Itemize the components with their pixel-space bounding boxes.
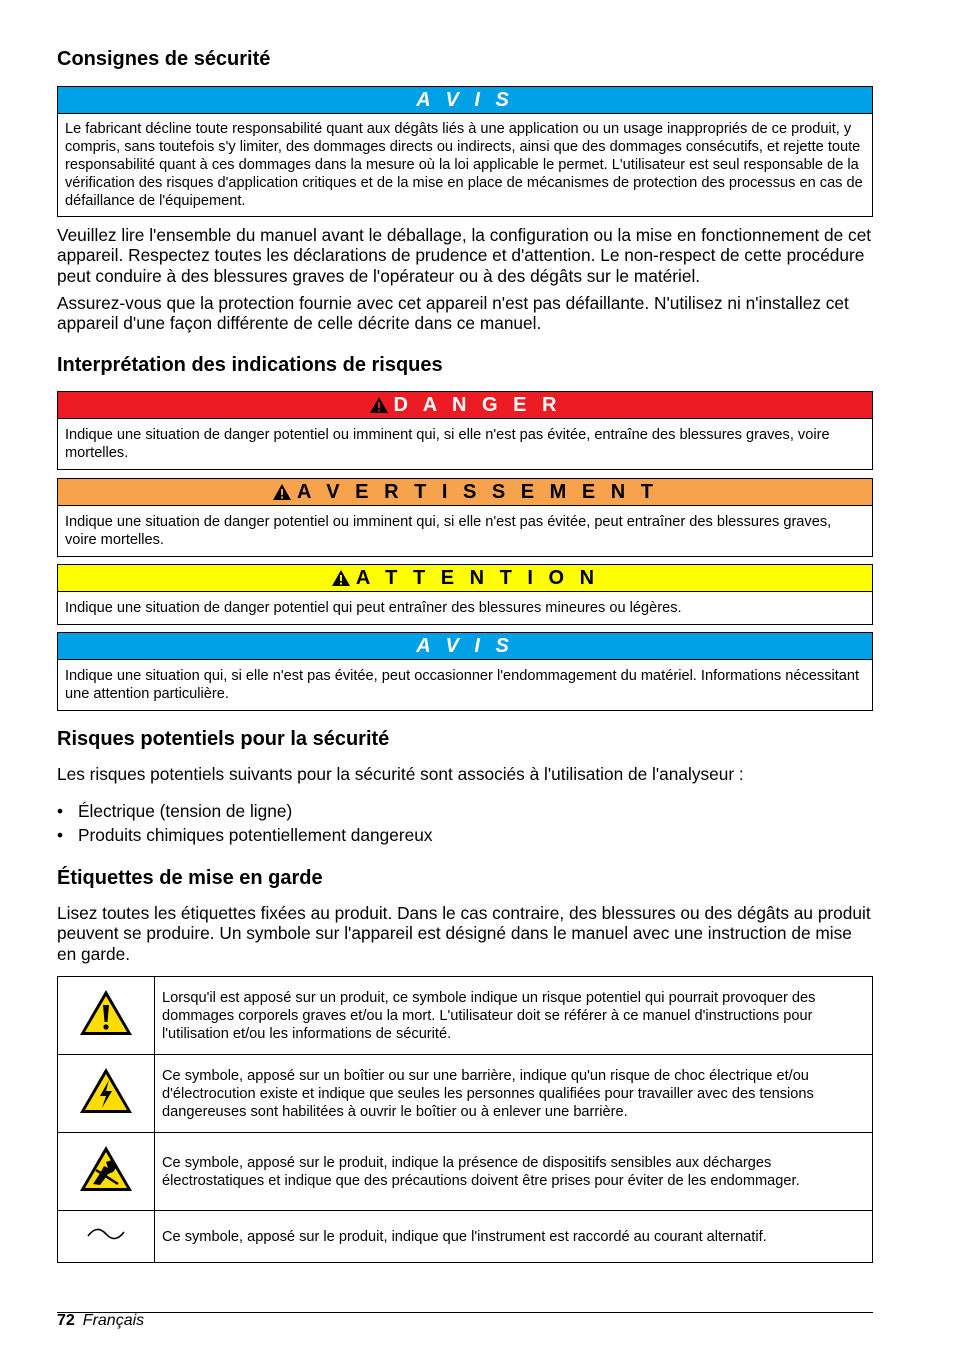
table-row	[58, 977, 873, 1055]
symbol-description: Ce symbole, apposé sur le produit, indique que l'instrument est raccordé au courant alternatif.	[155, 1211, 873, 1263]
paragraph-protection: Assurez-vous que la protection fournie avec cet appareil n'est pas défaillante. N'utilisez ni n'installez cet appareil d'une façon différente de celle décrite dans ce manuel.	[57, 293, 849, 334]
list-item-text: Électrique (tension de ligne)	[78, 801, 293, 821]
paragraph-labels-intro: Lisez toutes les étiquettes fixées au produit. Dans le cas contraire, des blessures ou des dégâts au produit peuvent se produire. Un symbole sur l'appareil est désigné dans le manuel avec une instruction de mise en garde.	[57, 903, 871, 964]
caution-label: A T T E N T I O N	[355, 566, 600, 589]
caution-text: Indique une situation de danger potentiel qui peut entraîner des blessures mineures ou légères.	[65, 600, 682, 616]
symbols-table	[57, 976, 873, 1263]
bullet: •	[57, 825, 64, 845]
symbol-cell	[58, 1211, 155, 1263]
list-item	[57, 825, 432, 849]
table-row	[58, 1133, 873, 1211]
notice-header: A V I S	[58, 87, 872, 114]
bullet: •	[57, 801, 64, 821]
symbol-cell	[58, 977, 155, 1055]
notice-text: Le fabricant décline toute responsabilité quant aux dégâts liés à une application ou un usage inappropriés de ce produit, y compris, sans toutefois s'y limiter, des dommages directs ou indirects, ainsi que des dommages consécutifs, et rejette toute responsabilité quant à ces dommages dans la mesure où la loi applicable le permet. L'utilisateur est seul responsable de la vérification des risques d'application critiques et de la mise en place de mécanismes de protection des processus en cas de défaillance de l'équipement.	[65, 121, 863, 209]
notice-header: A V I S	[58, 633, 872, 660]
symbol-description: Ce symbole, apposé sur un boîtier ou sur une barrière, indique qu'un risque de choc électrique et/ou d'électrocution existe et indique que seules les personnes qualifiées pour travailler avec des tensions dangereuses sont habilitées à ouvrir le boîtier ou à enlever une barrière.	[155, 1055, 873, 1133]
risks-list	[57, 801, 432, 849]
danger-header	[58, 392, 872, 419]
warning-triangle-icon	[331, 569, 351, 587]
list-item-text: Produits chimiques potentiellement dangereux	[78, 825, 433, 845]
footer-language: Français	[82, 1312, 145, 1329]
danger-label: D A N G E R	[393, 393, 562, 416]
section-title-hazards: Interprétation des indications de risques	[57, 354, 443, 376]
list-item	[57, 801, 432, 825]
caution-box	[57, 564, 873, 625]
warning-triangle-icon	[272, 483, 292, 501]
symbol-cell	[58, 1055, 155, 1133]
alternating-current-icon	[84, 1226, 128, 1242]
symbol-description: Ce symbole, apposé sur le produit, indique la présence de dispositifs sensibles aux décharges électrostatiques et indique que des précautions doivent être prises pour éviter de les endommager.	[155, 1133, 873, 1211]
page-footer	[57, 1312, 144, 1330]
symbol-description: Lorsqu'il est apposé sur un produit, ce symbole indique un risque potentiel qui pourrait provoquer des dommages corporels graves et/ou la mort. L'utilisateur doit se référer à ce manuel d'instructions pour l'utilisation et/ou les informations de sécurité.	[155, 977, 873, 1055]
section-title-safety: Consignes de sécurité	[57, 48, 271, 70]
general-warning-icon	[78, 988, 134, 1038]
symbol-cell	[58, 1133, 155, 1211]
electrical-shock-icon	[78, 1066, 134, 1116]
notice-box	[57, 632, 873, 711]
danger-box	[57, 391, 873, 470]
table-row	[58, 1055, 873, 1133]
section-title-risks: Risques potentiels pour la sécurité	[57, 728, 390, 750]
warning-text: Indique une situation de danger potentiel ou imminent qui, si elle n'est pas évitée, peut entraîner des blessures graves, voire mortelles.	[65, 514, 832, 548]
page-number: 72	[57, 1312, 75, 1329]
section-title-labels: Étiquettes de mise en garde	[57, 867, 323, 889]
paragraph-risks-intro: Les risques potentiels suivants pour la sécurité sont associés à l'utilisation de l'analyseur :	[57, 764, 744, 784]
warning-triangle-icon	[369, 396, 389, 414]
table-row	[58, 1211, 873, 1263]
warning-label: A V E R T I S S E M E N T	[297, 480, 658, 503]
notice-box-disclaimer	[57, 86, 873, 217]
warning-box	[57, 478, 873, 557]
footer-divider	[57, 1312, 873, 1313]
paragraph-read-manual: Veuillez lire l'ensemble du manuel avant le déballage, la configuration ou la mise en fonctionnement de cet appareil. Respectez toutes les déclarations de prudence et d'attention. Le non-respect de cette procédure peut conduire à des blessures graves de l'opérateur ou à des dégâts sur le matériel.	[57, 225, 872, 286]
notice-text: Indique une situation qui, si elle n'est pas évitée, peut occasionner l'endommagement du matériel. Informations nécessitant une attention particulière.	[65, 668, 860, 702]
danger-text: Indique une situation de danger potentiel ou imminent qui, si elle n'est pas évitée, entraîne des blessures graves, voire mortelles.	[65, 427, 830, 461]
warning-header	[58, 479, 872, 506]
esd-icon	[78, 1144, 134, 1194]
caution-header	[58, 565, 872, 592]
